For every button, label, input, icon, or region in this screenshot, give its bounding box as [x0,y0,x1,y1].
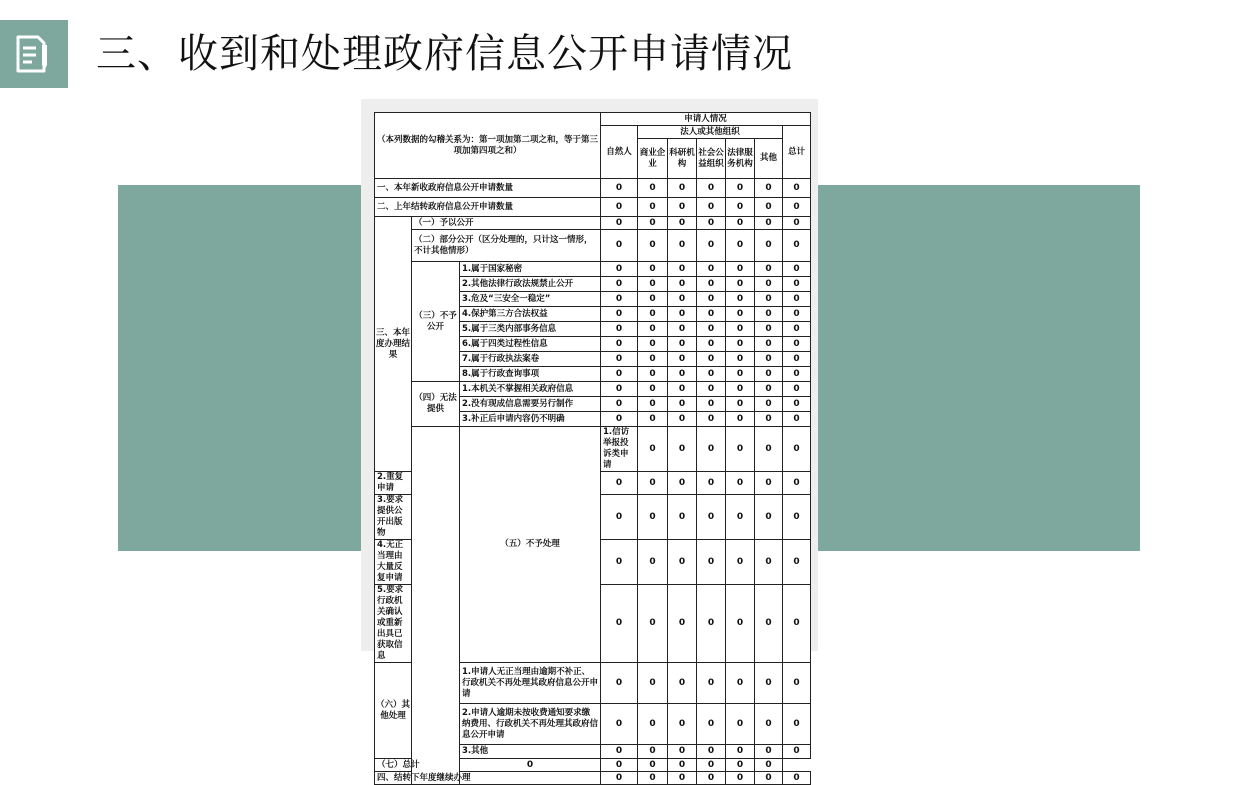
cell-value: 0 [783,772,811,785]
cell-value: 0 [783,427,811,472]
cell-value: 0 [755,352,783,367]
cell-value: 0 [783,367,811,382]
cell-value: 0 [726,397,755,412]
cell-value: 0 [668,382,697,397]
cell-value: 0 [638,292,668,307]
table-row [375,179,811,198]
row-label: 1.信访举报投诉类申请 [601,427,638,472]
cell-value: 0 [783,262,811,277]
cell-value: 0 [638,262,668,277]
row-label: 4.无正当理由大量反复申请 [375,540,412,585]
cell-value: 0 [668,412,697,427]
cell-value: 0 [460,759,601,772]
cell-value: 0 [726,495,755,540]
cell-value: 0 [697,704,726,745]
cell-value: 0 [697,217,726,230]
header-natural-person: 自然人 [601,126,638,179]
cell-value: 0 [755,382,783,397]
cell-value: 0 [726,772,755,785]
cell-value: 0 [601,745,638,759]
cell-value: 0 [755,230,783,262]
cell-value: 0 [668,540,697,585]
cell-value: 0 [697,198,726,217]
cell-value: 0 [668,262,697,277]
cell-value: 0 [783,585,811,663]
row-label: 1.本机关不掌握相关政府信息 [460,382,601,397]
cell-value: 0 [697,663,726,704]
cell-value: 0 [697,179,726,198]
cell-value: 0 [783,277,811,292]
cell-value: 0 [697,262,726,277]
cell-value: 0 [697,472,726,495]
cell-value: 0 [668,663,697,704]
cell-value: 0 [726,585,755,663]
header-total: 总计 [783,126,811,179]
group-label: 三、本年度办理结果 [375,217,412,472]
cell-value: 0 [601,540,638,585]
group-label: （六）其他处理 [375,663,412,759]
cell-value: 0 [783,397,811,412]
cell-value: 0 [726,745,755,759]
cell-value: 0 [783,472,811,495]
cell-value: 0 [638,382,668,397]
cell-value: 0 [755,427,783,472]
cell-value: 0 [697,382,726,397]
cell-value: 0 [601,367,638,382]
row-label: 二、上年结转政府信息公开申请数量 [375,198,601,217]
cell-value: 0 [668,277,697,292]
cell-value: 0 [638,495,668,540]
cell-value: 0 [601,179,638,198]
cell-value: 0 [601,759,638,772]
table-row [375,262,811,277]
cell-value: 0 [726,427,755,472]
row-label: 7.属于行政执法案卷 [460,352,601,367]
cell-value: 0 [697,759,726,772]
cell-value: 0 [638,585,668,663]
cell-value: 0 [601,663,638,704]
cell-value: 0 [668,179,697,198]
cell-value: 0 [726,472,755,495]
cell-value: 0 [668,307,697,322]
cell-value: 0 [726,230,755,262]
cell-value: 0 [668,397,697,412]
cell-value: 0 [755,217,783,230]
cell-value: 0 [726,198,755,217]
cell-value: 0 [783,322,811,337]
table-row [375,230,811,262]
cell-value: 0 [668,495,697,540]
cell-value: 0 [601,352,638,367]
cell-value: 0 [638,367,668,382]
cell-value: 0 [726,337,755,352]
cell-value: 0 [638,772,668,785]
document-edit-icon [14,33,54,75]
cell-value: 0 [755,412,783,427]
cell-value: 0 [755,397,783,412]
row-label: （七）总计 [375,759,460,772]
cell-value: 0 [726,663,755,704]
icon-badge [0,20,68,88]
cell-value: 0 [755,277,783,292]
cell-value: 0 [638,412,668,427]
cell-value: 0 [638,307,668,322]
cell-value: 0 [726,277,755,292]
group-label-blank [412,427,460,785]
cell-value: 0 [638,704,668,745]
cell-value: 0 [668,772,697,785]
row-label: 1.申请人无正当理由逾期不补正、行政机关不再处理其政府信息公开申请 [460,663,601,704]
cell-value: 0 [726,179,755,198]
cell-value: 0 [697,367,726,382]
cell-value: 0 [755,292,783,307]
cell-value: 0 [638,663,668,704]
cell-value: 0 [697,277,726,292]
cell-value: 0 [755,179,783,198]
cell-value: 0 [638,759,668,772]
header-sub: 法律服务机构 [726,139,755,179]
cell-value: 0 [697,397,726,412]
cell-value: 0 [601,337,638,352]
cell-value: 0 [726,540,755,585]
table-row [375,772,811,785]
cell-value: 0 [601,230,638,262]
cell-value: 0 [601,495,638,540]
cell-value: 0 [726,217,755,230]
statistics-table [374,112,811,785]
header-sub: 商业企业 [638,139,668,179]
row-label: 3.危及“三安全一稳定” [460,292,601,307]
cell-value: 0 [783,307,811,322]
row-label: 4.保护第三方合法权益 [460,307,601,322]
statistics-table-sheet [374,112,810,785]
cell-value: 0 [697,745,726,759]
header-note: （本列数据的勾稽关系为：第一项加第二项之和，等于第三项加第四项之和） [375,113,601,179]
cell-value: 0 [697,292,726,307]
cell-value: 0 [783,198,811,217]
cell-value: 0 [668,337,697,352]
cell-value: 0 [668,217,697,230]
cell-value: 0 [601,262,638,277]
cell-value: 0 [638,179,668,198]
group-label: （三）不予公开 [412,262,460,382]
cell-value: 0 [697,337,726,352]
cell-value: 0 [601,772,638,785]
cell-value: 0 [601,277,638,292]
cell-value: 0 [601,585,638,663]
cell-value: 0 [783,412,811,427]
cell-value: 0 [697,585,726,663]
cell-value: 0 [783,382,811,397]
cell-value: 0 [601,292,638,307]
header-applicant: 申请人情况 [601,113,811,126]
cell-value: 0 [783,230,811,262]
cell-value: 0 [697,495,726,540]
cell-value: 0 [638,397,668,412]
page-title: 三、收到和处理政府信息公开申请情况 [96,31,793,77]
cell-value: 0 [726,412,755,427]
cell-value: 0 [783,540,811,585]
cell-value: 0 [638,322,668,337]
cell-value: 0 [755,745,783,759]
cell-value: 0 [638,198,668,217]
group-label: （四）无法提供 [412,382,460,427]
row-label: 3.要求提供公开出版物 [375,495,412,540]
cell-value: 0 [755,198,783,217]
cell-value: 0 [668,704,697,745]
cell-value: 0 [783,217,811,230]
cell-value: 0 [638,427,668,472]
cell-value: 0 [783,179,811,198]
row-label: 2.其他法律行政法规禁止公开 [460,277,601,292]
cell-value: 0 [697,352,726,367]
header-sub: 社会公益组织 [697,139,726,179]
group-label: （五）不予处理 [460,427,601,663]
cell-value: 0 [668,472,697,495]
cell-value: 0 [697,412,726,427]
cell-value: 0 [638,230,668,262]
cell-value: 0 [783,352,811,367]
row-label: 5.要求行政机关确认或重新出具已获取信息 [375,585,412,663]
cell-value: 0 [726,367,755,382]
cell-value: 0 [638,217,668,230]
row-label: 2.没有现成信息需要另行制作 [460,397,601,412]
cell-value: 0 [601,472,638,495]
row-label: 2.重复申请 [375,472,412,495]
cell-value: 0 [638,337,668,352]
cell-value: 0 [726,704,755,745]
cell-value: 0 [601,307,638,322]
cell-value: 0 [755,472,783,495]
cell-value: 0 [783,337,811,352]
cell-value: 0 [601,217,638,230]
cell-value: 0 [783,663,811,704]
cell-value: 0 [668,745,697,759]
cell-value: 0 [726,292,755,307]
cell-value: 0 [697,322,726,337]
cell-value: 0 [755,307,783,322]
cell-value: 0 [755,704,783,745]
cell-value: 0 [726,759,755,772]
row-label: 3.其他 [460,745,601,759]
cell-value: 0 [668,759,697,772]
cell-value: 0 [697,772,726,785]
cell-value: 0 [601,704,638,745]
row-label: 5.属于三类内部事务信息 [460,322,601,337]
row-label: 1.属于国家秘密 [460,262,601,277]
header-sub: 其他 [755,139,783,179]
cell-value: 0 [697,540,726,585]
table-row [375,198,811,217]
row-label: 一、本年新收政府信息公开申请数量 [375,179,601,198]
cell-value: 0 [697,427,726,472]
cell-value: 0 [668,427,697,472]
cell-value: 0 [601,198,638,217]
cell-value: 0 [638,745,668,759]
row-label: 3.补正后申请内容仍不明确 [460,412,601,427]
cell-value: 0 [783,495,811,540]
row-label: 8.属于行政查询事项 [460,367,601,382]
cell-value: 0 [638,540,668,585]
cell-value: 0 [668,367,697,382]
row-label: 2.申请人逾期未按收费通知要求缴纳费用、行政机关不再处理其政府信息公开申请 [460,704,601,745]
cell-value: 0 [638,277,668,292]
cell-value: 0 [755,262,783,277]
cell-value: 0 [697,230,726,262]
table-row [375,382,811,397]
cell-value: 0 [638,352,668,367]
cell-value: 0 [668,292,697,307]
cell-value: 0 [601,397,638,412]
cell-value: 0 [755,337,783,352]
cell-value: 0 [697,307,726,322]
cell-value: 0 [726,382,755,397]
row-label: （二）部分公开（区分处理的，只计这一情形，不计其他情形） [412,230,601,262]
cell-value: 0 [783,704,811,745]
cell-value: 0 [668,322,697,337]
cell-value: 0 [726,307,755,322]
cell-value: 0 [755,663,783,704]
cell-value: 0 [668,198,697,217]
cell-value: 0 [638,472,668,495]
cell-value: 0 [783,745,811,759]
cell-value: 0 [668,585,697,663]
cell-value: 0 [755,540,783,585]
cell-value: 0 [755,759,783,772]
row-label: 6.属于四类过程性信息 [460,337,601,352]
cell-value: 0 [755,495,783,540]
header-legal-group: 法人或其他组织 [638,126,783,139]
table-row [375,217,811,230]
header-sub: 科研机构 [668,139,697,179]
cell-value: 0 [755,772,783,785]
cell-value: 0 [601,382,638,397]
cell-value: 0 [668,230,697,262]
row-label: 四、结转下年度继续办理 [375,772,601,785]
table-row [375,759,811,772]
cell-value: 0 [601,322,638,337]
cell-value: 0 [755,585,783,663]
cell-value: 0 [755,367,783,382]
row-label: （一）予以公开 [412,217,601,230]
cell-value: 0 [726,322,755,337]
cell-value: 0 [755,322,783,337]
cell-value: 0 [601,412,638,427]
cell-value: 0 [726,352,755,367]
cell-value: 0 [668,352,697,367]
cell-value: 0 [726,262,755,277]
table-row [375,427,811,472]
cell-value: 0 [783,292,811,307]
